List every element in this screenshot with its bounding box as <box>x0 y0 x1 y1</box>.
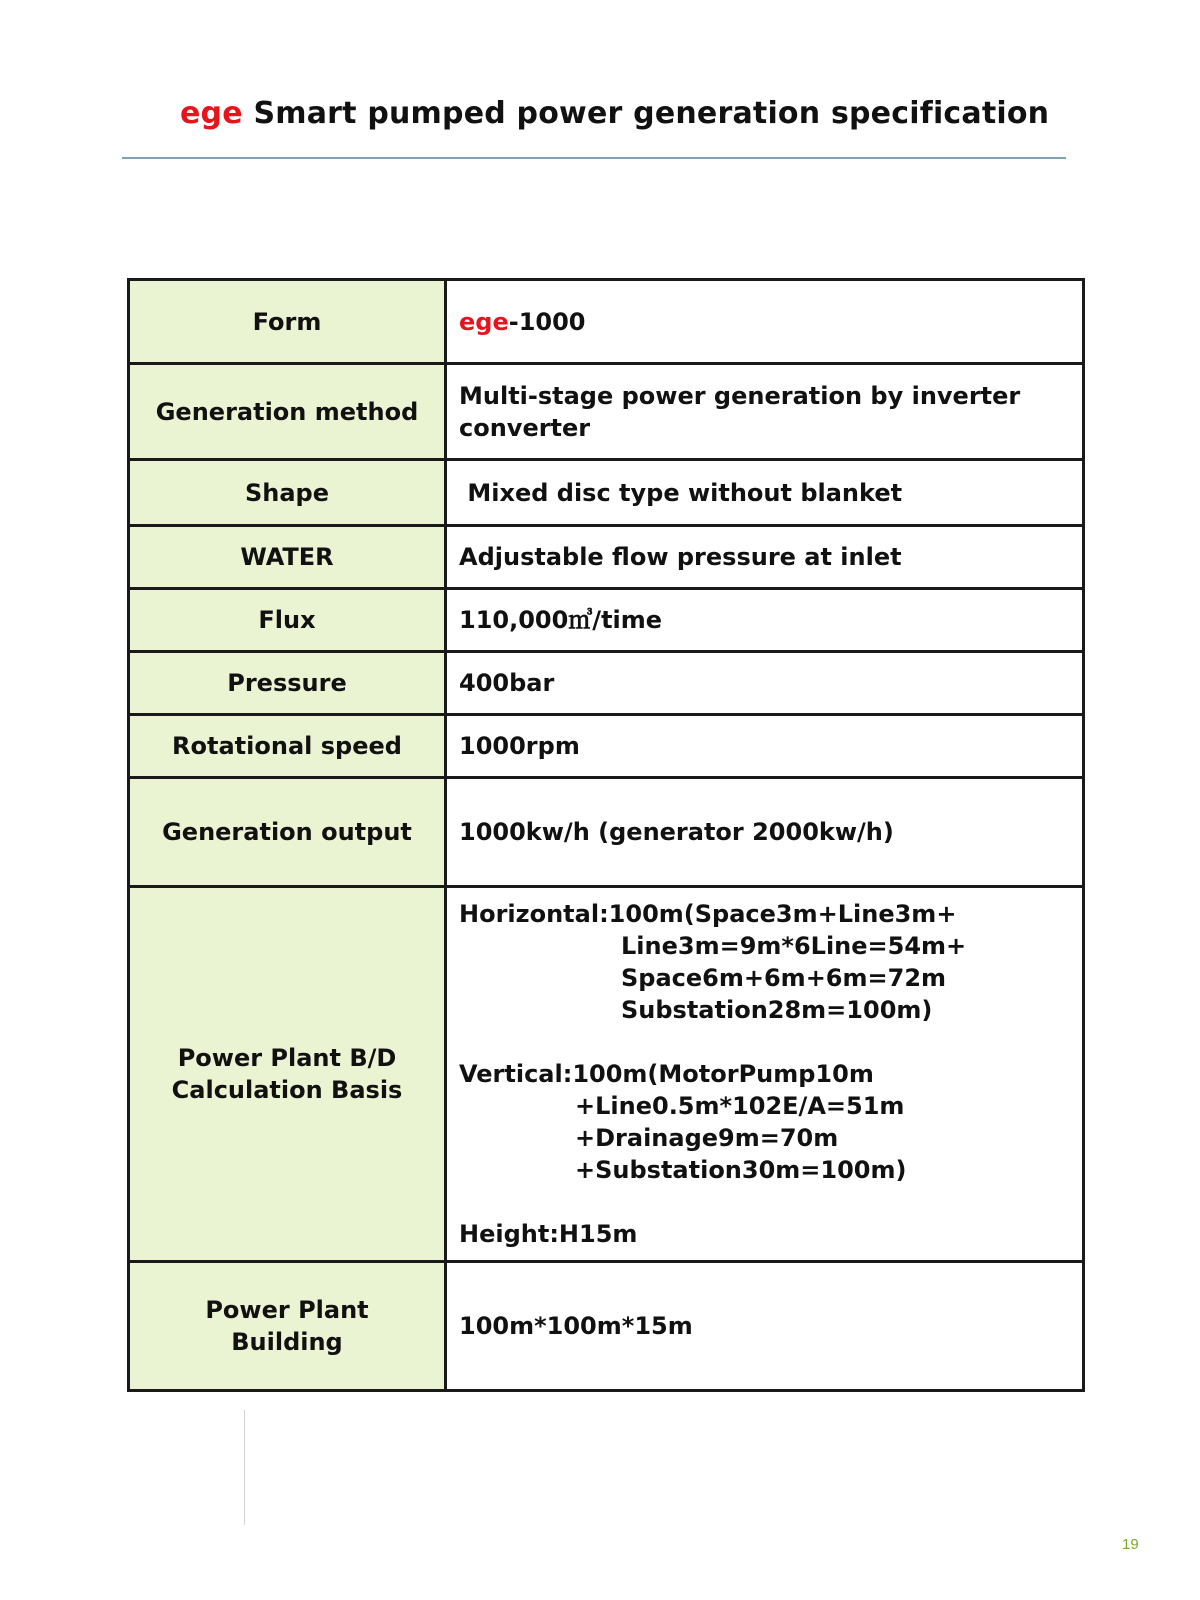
spacer <box>459 1026 1070 1058</box>
height-line: Height:H15m <box>459 1220 638 1248</box>
page-title <box>180 96 1049 131</box>
calculation-basis-label <box>129 887 446 1262</box>
table-row <box>129 715 1084 778</box>
water-value: Adjustable flow pressure at inlet <box>446 526 1084 589</box>
vertical-line-1: Vertical:100m(MotorPump10m <box>459 1060 874 1088</box>
shape-text: Mixed disc type without blanket <box>467 478 903 507</box>
page-number: 19 <box>1122 1536 1139 1553</box>
table-row <box>129 280 1084 364</box>
title-divider <box>122 157 1066 159</box>
table-row <box>129 1262 1084 1391</box>
table-row <box>129 652 1084 715</box>
pressure-label: Pressure <box>129 652 446 715</box>
brand-name: ege <box>180 96 243 131</box>
margin-line <box>244 1410 245 1525</box>
generation-method-label: Generation method <box>129 364 446 460</box>
horizontal-line-1: Horizontal:100m(Space3m+Line3m+ <box>459 900 957 928</box>
spec-table <box>127 278 1085 1392</box>
building-label-line1: Power Plant <box>205 1296 369 1324</box>
spacer <box>459 1186 1070 1218</box>
shape-label: Shape <box>129 460 446 526</box>
table-row <box>129 364 1084 460</box>
rotational-speed-value: 1000rpm <box>446 715 1084 778</box>
pressure-value: 400bar <box>446 652 1084 715</box>
horizontal-line-3: Space6m+6m+6m=72m <box>621 964 947 992</box>
table-row <box>129 526 1084 589</box>
flux-value: 110,000㎥/time <box>446 589 1084 652</box>
vertical-line-4: +Substation30m=100m) <box>575 1156 907 1184</box>
shape-value <box>446 460 1084 526</box>
rotational-speed-label: Rotational speed <box>129 715 446 778</box>
table-row <box>129 589 1084 652</box>
vertical-line-2: +Line0.5m*102E/A=51m <box>575 1092 905 1120</box>
form-label: Form <box>129 280 446 364</box>
calculation-basis-label-line1: Power Plant B/D <box>177 1044 397 1072</box>
calculation-basis-value <box>446 887 1084 1262</box>
building-label <box>129 1262 446 1391</box>
calculation-basis-label-line2: Calculation Basis <box>171 1076 403 1104</box>
horizontal-line-2: Line3m=9m*6Line=54m+ <box>621 932 967 960</box>
water-label: WATER <box>129 526 446 589</box>
horizontal-line-4: Substation28m=100m) <box>621 996 933 1024</box>
table-row <box>129 778 1084 887</box>
generation-output-label: Generation output <box>129 778 446 887</box>
form-value <box>446 280 1084 364</box>
flux-label: Flux <box>129 589 446 652</box>
form-brand: ege <box>459 307 509 336</box>
building-value: 100m*100m*15m <box>446 1262 1084 1391</box>
vertical-line-3: +Drainage9m=70m <box>575 1124 839 1152</box>
title-text: Smart pumped power generation specification <box>253 96 1050 131</box>
table-row <box>129 887 1084 1262</box>
generation-output-value: 1000kw/h (generator 2000kw/h) <box>446 778 1084 887</box>
form-model: -1000 <box>508 307 586 336</box>
table-row <box>129 460 1084 526</box>
generation-method-value: Multi-stage power generation by inverter converter <box>446 364 1084 460</box>
building-label-line2: Building <box>231 1328 343 1356</box>
